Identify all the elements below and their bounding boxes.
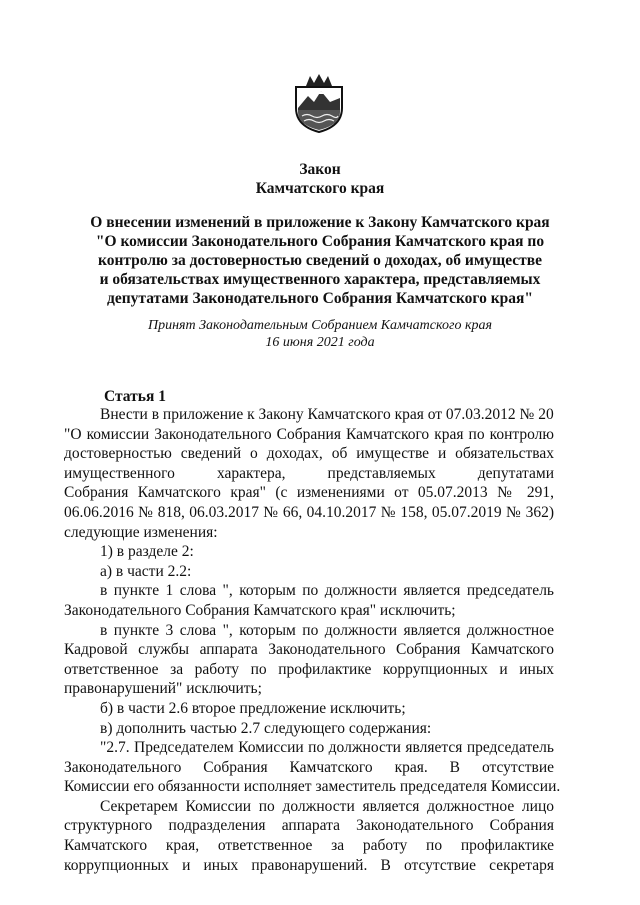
body-line: в пункте 3 слова ", которым по должности является должностное	[100, 621, 554, 639]
body-line: достоверностью сведений о доходах, об имуществе и обязательствах	[64, 445, 554, 463]
body-line: а) в части 2.2:	[100, 562, 192, 580]
body-line: следующие изменения:	[64, 523, 218, 541]
body-line: Законодательного Собрания Камчатского края. В отсутствие	[64, 758, 554, 776]
body-line: коррупционных и иных правонарушений. В отсутствие секретаря	[64, 856, 554, 874]
subject-line: О внесении изменений в приложение к Закону Камчатского края	[90, 214, 550, 231]
law-title	[60, 160, 580, 198]
body-line: Камчатского края, ответственное за работу по профилактике	[64, 837, 554, 855]
body-line: Секретарем Комиссии по должности является должностное лицо	[100, 797, 554, 815]
article-heading: Статья 1	[104, 388, 166, 405]
law-title-line2: Камчатского края	[255, 180, 385, 197]
law-subject	[40, 213, 600, 308]
subject-line: контролю за достоверностью сведений о доходах, об имуществе	[97, 252, 543, 269]
body-line: 06.06.2016 № 818, 06.03.2017 № 66, 04.10.2017 № 158, 05.07.2019 № 362)	[64, 503, 554, 521]
adoption-date: 16 июня 2021 года	[265, 335, 375, 350]
body-line: б) в части 2.6 второе предложение исключить;	[100, 699, 406, 717]
body-line: в) дополнить частью 2.7 следующего содержания:	[100, 719, 432, 737]
body-line: правонарушений" исключить;	[64, 680, 262, 698]
law-title-line1: Закон	[299, 161, 341, 178]
body-line: Комиссии его обязанности исполняет заместитель председателя Комиссии.	[64, 778, 561, 796]
coat-of-arms-icon	[292, 72, 346, 134]
body-line: Кадровой службы аппарата Законодательного Собрания Камчатского	[64, 641, 554, 659]
body-line: Законодательного Собрания Камчатского края" исключить;	[64, 601, 456, 619]
body-line: структурного подразделения аппарата Законодательного Собрания	[64, 817, 554, 835]
body-line: "О комиссии Законодательного Собрания Камчатского края по контролю	[64, 425, 554, 443]
adoption-note	[60, 317, 580, 351]
body-line: 1) в разделе 2:	[100, 543, 194, 561]
body-line: Внести в приложение к Закону Камчатского края от 07.03.2012 № 20	[100, 406, 554, 423]
body-line: ответственное за работу по профилактике коррупционных и иных	[64, 660, 554, 678]
body-line: в пункте 1 слова ", которым по должности является председатель	[100, 582, 554, 600]
body-line: "2.7. Председателем Комиссии по должности является председатель	[100, 739, 554, 757]
body-line: Собрания Камчатского края" (с изменениями от 05.07.2013 № 291,	[64, 484, 554, 502]
article-body	[64, 405, 561, 875]
subject-line: и обязательствах имущественного характера, представляемых	[99, 271, 541, 288]
subject-line: "О комиссии Законодательного Собрания Камчатского края по	[95, 233, 545, 250]
subject-line: депутатами Законодательного Собрания Камчатского края"	[107, 290, 533, 307]
adoption-line: Принят Законодательным Собранием Камчатского края	[147, 318, 493, 333]
body-line: имущественного характера, представляемых депутатами	[64, 464, 554, 482]
